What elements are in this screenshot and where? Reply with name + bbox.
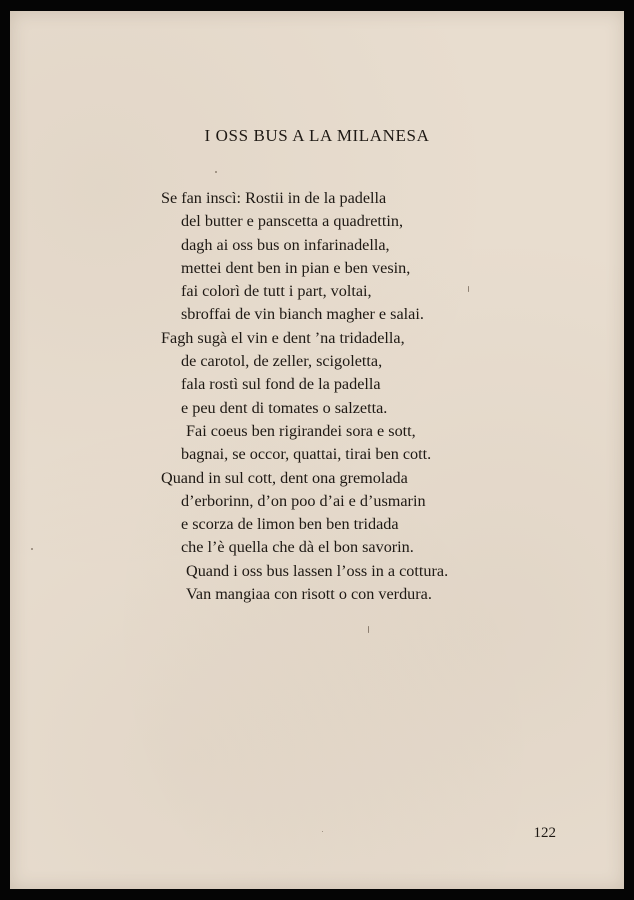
poem-line: del butter e panscetta a quadrettin, bbox=[181, 212, 404, 231]
poem-line: Van mangiaa con risott o con verdura. bbox=[186, 585, 432, 604]
poem-line: fai colorì de tutt i part, voltai, bbox=[181, 282, 372, 301]
poem-line: Se fan inscì: Rostii in de la padella bbox=[161, 189, 387, 207]
paper-speck bbox=[468, 286, 469, 292]
poem-line: de carotol, de zeller, scigoletta, bbox=[181, 352, 383, 371]
poem-line: d’erborinn, d’on poo d’ai e d’usmarin bbox=[181, 491, 426, 510]
paper-speck bbox=[368, 626, 369, 633]
poem-line: Quand i oss bus lassen l’oss in a cottura. bbox=[186, 561, 449, 580]
paper-speck bbox=[322, 831, 323, 832]
book-page bbox=[10, 11, 624, 889]
poem-line: Quand in sul cott, dent ona gremolada bbox=[161, 468, 408, 487]
poem-line: fala rostì sul fond de la padella bbox=[181, 375, 381, 394]
poem-line: mettei dent ben in pian e ben vesin, bbox=[181, 258, 411, 277]
poem-title: I OSS BUS A LA MILANESA bbox=[204, 126, 430, 145]
poem-line: Fagh sugà el vin e dent ’na tridadella, bbox=[161, 328, 405, 347]
paper-speck bbox=[215, 171, 217, 173]
poem-line: e scorza de limon ben ben tridada bbox=[181, 515, 399, 534]
poem-line: dagh ai oss bus on infarinadella, bbox=[181, 235, 390, 254]
poem-line: e peu dent di tomates o salzetta. bbox=[181, 398, 388, 417]
poem-line: sbroffai de vin bianch magher e salai. bbox=[181, 305, 424, 324]
poem-line: Fai coeus ben rigirandei sora e sott, bbox=[186, 421, 416, 440]
poem-line: che l’è quella che dà el bon savorin. bbox=[181, 538, 414, 557]
poem-line: bagnai, se occor, quattai, tirai ben cott. bbox=[181, 445, 432, 464]
page-number: 122 bbox=[533, 825, 556, 841]
poem-body bbox=[10, 187, 624, 606]
paper-speck bbox=[31, 548, 33, 550]
